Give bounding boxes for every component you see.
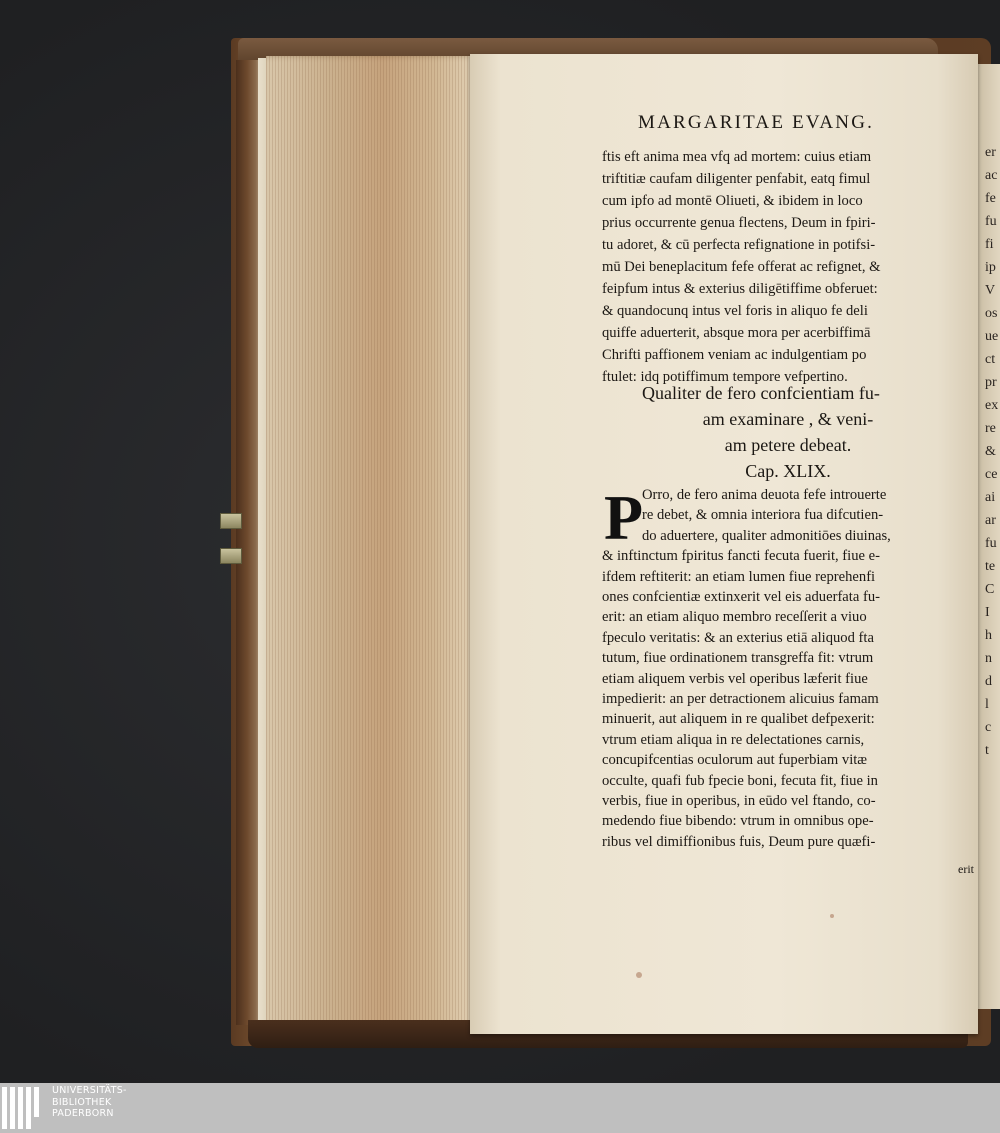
facing-page-fragment: ar [985, 513, 996, 528]
library-name-line: UNIVERSITÄTS- [52, 1085, 127, 1096]
catchword: erit [958, 862, 974, 876]
facing-page-fragment: te [985, 559, 996, 574]
facing-page-fragment: ex [985, 398, 999, 413]
text-line: ribus vel dimiffionibus fuis, Deum pure quæfi- [602, 833, 876, 850]
facing-page-fragment: c [985, 720, 992, 735]
text-line: minuerit, aut aliquem in re qualibet defpexerit: [602, 711, 875, 728]
facing-page-fragment: h [985, 628, 992, 643]
facing-page-fragment: ai [985, 490, 996, 505]
text-line: etiam aliquem verbis vel operibus læferit fiue [602, 670, 868, 687]
ink-spot [830, 914, 834, 918]
library-name-line: PADERBORN [52, 1108, 114, 1119]
facing-page-fragment: ip [985, 260, 996, 275]
facing-page-fragment: ac [985, 168, 998, 183]
facing-page-fragment: n [985, 651, 992, 666]
text-line: ftis eft anima mea vfq ad mortem: cuius etiam [602, 149, 872, 165]
text-line: mū Dei beneplacitum fefe offerat ac refignet, & [602, 259, 881, 275]
chapter-title-line: Qualiter de fero confcientiam fu- [642, 383, 880, 403]
facing-page-fragment: I [985, 605, 990, 620]
drop-capital: P [604, 482, 644, 553]
clasp-lower [220, 548, 242, 564]
facing-page-fragment: er [985, 145, 996, 160]
facing-page-fragment: ct [985, 352, 996, 367]
text-line: ftulet: idq potiffimum tempore vefpertino. [602, 369, 848, 385]
facing-page-fragment: V [985, 283, 996, 298]
text-line: Orro, de fero anima deuota fefe introuerte [642, 487, 887, 503]
clasp-upper [220, 513, 242, 529]
text-line: occulte, quafi fub fpecie boni, fecuta fit, fiue in [602, 772, 878, 789]
text-line: tutum, fiue ordinationem transgreffa fit: vtrum [602, 650, 874, 667]
text-line: quiffe aduerterit, absque mora per acerbiffimā [602, 325, 871, 341]
facing-page-fragment: fi [985, 237, 994, 252]
text-line: impedierit: an per detractionem alicuius famam [602, 691, 879, 707]
text-line: vtrum etiam aliqua in re delectationes carnis, [602, 731, 865, 748]
text-line: prius occurrente genua flectens, Deum in fpiri- [602, 215, 876, 231]
text-block [602, 108, 974, 888]
facing-page-fragment: ce [985, 467, 998, 482]
text-line: fpeculo veritatis: & an exterius etiā aliquod fta [602, 629, 874, 646]
text-line: ones confcientiæ extinxerit vel eis aduerfata fu- [602, 589, 880, 605]
facing-page-fragment: pr [985, 375, 997, 390]
text-line: cum ipfo ad montē Oliueti, & ibidem in loco [602, 193, 863, 209]
page-block-edges [266, 56, 478, 1032]
facing-page-fragment: d [985, 674, 992, 689]
facing-page-fragment: fu [985, 536, 997, 551]
library-name [52, 1085, 172, 1120]
facing-page-fragment: ue [985, 329, 999, 344]
library-name-line: BIBLIOTHEK [52, 1096, 112, 1108]
ink-spot [636, 972, 642, 978]
chapter-title-line: Cap. XLIX. [745, 461, 831, 481]
text-line: verbis, fiue in operibus, in eūdo vel ftando, co- [602, 793, 876, 809]
text-line: Chrifti paffionem veniam ac indulgentiam po [602, 347, 867, 363]
text-line: & quandocunq intus vel foris in aliquo fe deli [602, 303, 868, 319]
facing-page-fragment: fu [985, 214, 997, 229]
facing-page-fragment: fe [985, 191, 996, 206]
text-line: triftitiæ caufam diligenter penfabit, eatq fimul [602, 171, 871, 187]
text-line: concupifcentias oculorum aut fuperbiam vitæ [602, 752, 868, 769]
chapter-title-line: am petere debeat. [724, 435, 852, 455]
text-line: feipfum intus & exterius diligētiffime obferuet: [602, 281, 878, 297]
facing-page-fragment: os [985, 306, 998, 321]
text-line: & inftinctum fpiritus fancti fecuta fuerit, fiue e- [602, 548, 880, 565]
running-head: MARGARITAE EVANG. [638, 112, 875, 133]
text-line: do aduertere, qualiter admonitiōes diuinas, [642, 527, 891, 544]
text-line: ifdem reftiterit: an etiam lumen fiue reprehenfi [602, 568, 876, 585]
text-line: tu adoret, & cū perfecta refignatione in potifsi- [602, 237, 876, 253]
text-line: medendo fiue bibendo: vtrum in omnibus ope- [602, 813, 874, 830]
chapter-title-line: am examinare , & veni- [702, 409, 874, 429]
facing-page-fragment: & [985, 444, 996, 459]
text-line: erit: an etiam aliquo membro receſſerit a viuo [602, 609, 867, 626]
facing-page-fragment: t [985, 743, 989, 758]
facing-page-fragment: re [985, 421, 996, 436]
facing-page-fragment: C [985, 582, 995, 597]
text-line: re debet, & omnia interiora fua difcutien- [642, 507, 884, 524]
library-logo-icon [2, 1087, 46, 1129]
facing-page-fragment: l [985, 697, 989, 712]
